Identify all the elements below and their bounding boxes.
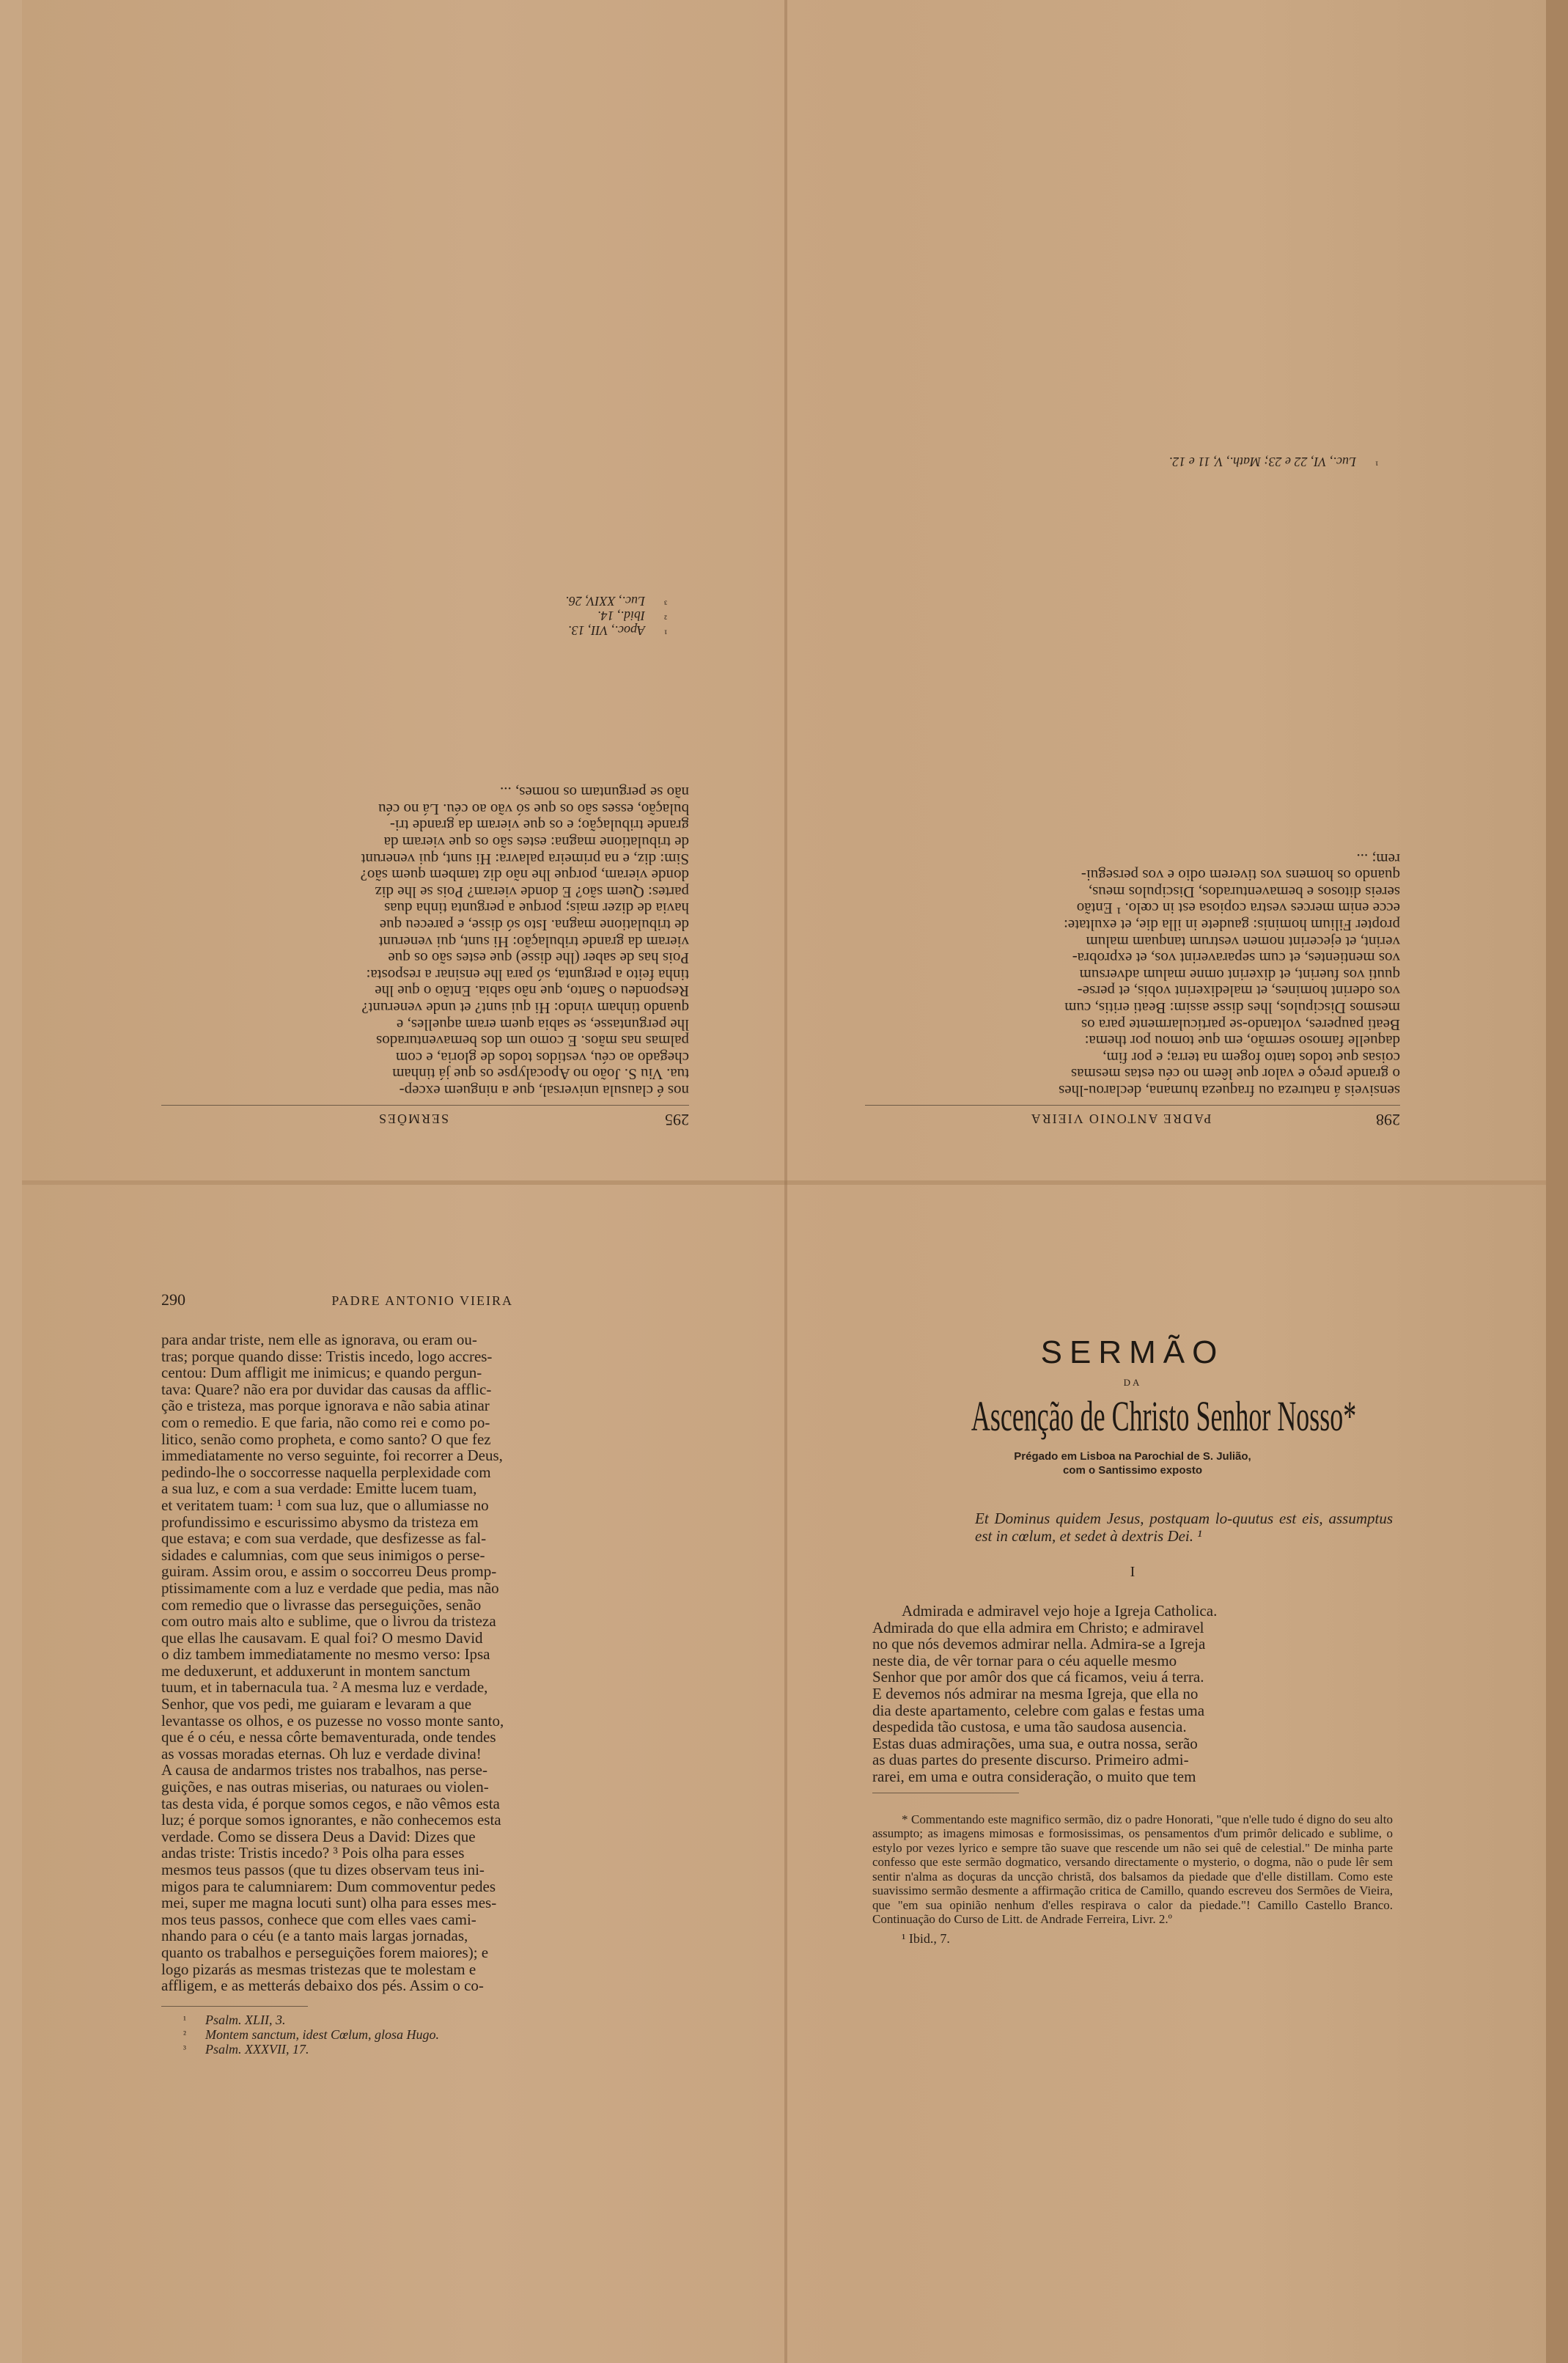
footnote-mark: ¹ bbox=[664, 625, 667, 636]
text-line: vieram da grande tribulação: Hi sunt, qui venerunt bbox=[378, 933, 689, 951]
text-line: tava: Quare? não era por duvidar das causas da afflic- bbox=[161, 1380, 492, 1398]
text-line: as duas partes do presente discurso. Primeiro admi- bbox=[872, 1751, 1189, 1769]
text-line: Beati pauperes, voltando-se particularmente para os bbox=[1081, 1015, 1400, 1034]
running-title: PADRE ANTONIO VIEIRA bbox=[331, 1293, 513, 1308]
text-line: nos é clausula universal, que a ninguem excep- bbox=[399, 1082, 689, 1100]
text-line: Respondeu o Santo, que não sabia. Então o que lhe bbox=[375, 982, 689, 1001]
page-header bbox=[865, 1105, 1400, 1129]
text-line: Senhor, que vos pedi, me guiaram e levaram a que bbox=[161, 1695, 472, 1713]
footnote-text: Psalm. XLII, 3. bbox=[205, 2012, 286, 2027]
text-line: vos oderint homines, et maledixerint vobis, et perse- bbox=[1077, 982, 1400, 1001]
text-line: logo pizarás as mesmas tristezas que te molestam e bbox=[161, 1960, 476, 1978]
text-line: ção e tristeza, mas porque ignorava e não sabia atinar bbox=[161, 1397, 490, 1415]
text-line: com remedio que o livrasse das perseguições, senão bbox=[161, 1595, 482, 1614]
preached-line-2: com o Santissimo exposto bbox=[1062, 1464, 1203, 1477]
text-line: Admirada e admiravel vejo hoje a Igreja Catholica. bbox=[902, 1602, 1218, 1620]
sermon-heading bbox=[872, 1334, 1393, 1477]
text-line: verdade. Como se dissera Deus a David: Dizes que bbox=[161, 1827, 476, 1845]
text-line: chegado ao céu, vestidos todos de gloria, e com bbox=[395, 1048, 689, 1067]
text-line: mos teus passos, conhece que com elles vaes cami- bbox=[161, 1910, 476, 1928]
text-line: tas desta vida, é porque somos cegos, e não vêmos esta bbox=[161, 1794, 500, 1812]
running-title: SERMÕES bbox=[377, 1111, 449, 1126]
text-line: Pois has de saber (lhe disse) que estes são os que bbox=[388, 949, 689, 968]
page-header bbox=[161, 1290, 696, 1314]
text-line: propter Filium hominis: gaudete in illa die, et exultate: bbox=[1064, 916, 1400, 935]
text-line: a sua luz, e com a sua verdade: Emitte lucem tuam, bbox=[161, 1480, 477, 1498]
text-line: tuum, et in tabernacula tua. ² A mesma luz e verdade, bbox=[161, 1678, 488, 1697]
text-line: quando tinham vindo: Hi qui sunt? et unde venerunt? bbox=[361, 999, 689, 1018]
paper-edge bbox=[1546, 0, 1568, 2363]
footnote-text: Luc., XXIV, 26. bbox=[565, 593, 645, 609]
footnote-mark: ² bbox=[183, 2028, 186, 2040]
text-line: litico, senão como propheta, e como santo? O que fez bbox=[161, 1430, 491, 1448]
text-line: Admirada do que ella admira em Christo; e admiravel bbox=[872, 1618, 1204, 1636]
footnote bbox=[161, 2042, 696, 2057]
footnotes bbox=[161, 2013, 696, 2057]
page-header bbox=[161, 1105, 689, 1129]
footnote-text: Apoc., VII, 13. bbox=[568, 622, 645, 638]
text-line: migos para te calumniarem: Dum commoventur pedes bbox=[161, 1877, 496, 1895]
text-line: partes: Quem são? E donde vieram? Pois se lhe diz bbox=[375, 883, 689, 901]
footnotes bbox=[161, 594, 689, 638]
text-line: rem; ... bbox=[1356, 850, 1400, 868]
text-line: palmas nas mãos. E como um dos bemaventurados bbox=[376, 1032, 689, 1051]
top-right-page bbox=[865, 154, 1400, 1129]
text-line: tras; porque quando disse: Tristis incedo, logo accres- bbox=[161, 1347, 493, 1365]
text-line: lhe perguntasse, se sabia quem eram aquelles, e bbox=[396, 1015, 689, 1034]
footnote-ibid: ¹ Ibid., 7. bbox=[902, 1930, 950, 1946]
footnote-mark: ¹ bbox=[183, 2013, 186, 2025]
footnote bbox=[161, 2013, 696, 2027]
text-line: Estas duas admirações, uma sua, e outra nossa, serão bbox=[872, 1734, 1198, 1752]
text-line: ecce enim merces vestra copiosa est in cœlo. ¹ Então bbox=[1076, 900, 1400, 918]
text-line: as vossas moradas eternas. Oh luz e verdade divina! bbox=[161, 1744, 482, 1763]
text-line: E devemos nós admirar na mesma Igreja, que ella no bbox=[872, 1684, 1199, 1702]
text-line: rarei, em uma e outra consideração, o muito que tem bbox=[872, 1767, 1196, 1785]
text-line: centou: Dum affligit me inimicus; e quando pergun- bbox=[161, 1364, 482, 1382]
footnote-mark: ² bbox=[664, 610, 667, 622]
footnote bbox=[161, 2027, 696, 2042]
page-body bbox=[161, 1331, 696, 1994]
text-line: me deduxerunt, et adduxerunt in montem sanctum bbox=[161, 1661, 471, 1680]
text-line: guiram. Assim orou, e assim o soccorreu Deus promp- bbox=[161, 1562, 497, 1581]
sermon-da: DA bbox=[1123, 1377, 1142, 1388]
text-line: que ellas lhe causavam. E qual foi? O mesmo David bbox=[161, 1628, 483, 1647]
footnote-text: Montem sanctum, idest Cœlum, glosa Hugo. bbox=[205, 2026, 439, 2042]
text-line: guições, e nas outras miserias, ou naturaes ou violen- bbox=[161, 1778, 489, 1796]
text-line: de tribulatione magna. Isto só disse, e pareceu que bbox=[379, 916, 689, 935]
text-line: tinha feito a pergunta, só para lhe ensinar a resposta: bbox=[366, 966, 689, 984]
footnote-mark: ¹ bbox=[1375, 457, 1378, 468]
footnote-mark: ³ bbox=[183, 2043, 186, 2054]
text-line: o diz tambem immediatamente no mesmo verso: Ipsa bbox=[161, 1645, 490, 1664]
footnotes bbox=[865, 455, 1400, 469]
text-line: quuti vos fuerint, et dixerint omne malum adversum bbox=[1079, 966, 1400, 984]
epigraph: Et Dominus quidem Jesus, postquam lo-quutus est eis, assumptus est in cœlum, et sedet à dextris Dei. ¹ bbox=[975, 1510, 1393, 1545]
text-line: não se perguntam os nomes, ... bbox=[500, 784, 689, 802]
text-line: sidades e calumnias, com que seus inimigos o perse- bbox=[161, 1546, 485, 1564]
text-line: com o remedio. E que faria, não como rei e como po- bbox=[161, 1413, 490, 1431]
preached-note bbox=[872, 1449, 1393, 1477]
section-number: I bbox=[1130, 1564, 1135, 1580]
running-title: PADRE ANTONIO VIEIRA bbox=[1029, 1111, 1212, 1126]
text-line: mei, super me magna locuti sunt) olha para esses mes- bbox=[161, 1894, 497, 1912]
footnote bbox=[161, 623, 689, 638]
text-line: Senhor que por amôr dos que cá ficamos, veiu á terra. bbox=[872, 1668, 1204, 1686]
text-line: bulação, esses são os que só vão ao céu. Lá no céu bbox=[378, 800, 689, 818]
page-number: 290 bbox=[161, 1290, 185, 1309]
text-line: quanto os trabalhos e perseguições forem maiores); e bbox=[161, 1943, 489, 1961]
text-line: Sim: diz, e na primeira palavra: Hi sunt, qui venerunt bbox=[361, 850, 689, 868]
text-line: daquelle famoso sermão, em que tomou por thema: bbox=[1084, 1032, 1400, 1051]
footnote bbox=[161, 594, 689, 609]
text-line: havia de dizer mais; porque a pergunta tinha duas bbox=[384, 900, 689, 918]
text-line: no que nós devemos admirar nella. Admira-se a Igreja bbox=[872, 1635, 1206, 1653]
text-line: andas triste: Tristis incedo? ³ Pois olha para esses bbox=[161, 1844, 465, 1862]
preached-line-1: Prégado em Lisboa na Parochial de S. Julião, bbox=[1014, 1450, 1251, 1463]
bottom-right-page bbox=[872, 1290, 1393, 2258]
text-line: tua. Viu S. João no Apocalypse os que já tinham bbox=[392, 1065, 689, 1084]
text-line: que estava; e com sua verdade, que desfizesse as fal- bbox=[161, 1529, 487, 1548]
editor-comment: * Commentando este magnifico sermão, diz o padre Honorati, "que n'elle tudo é digno do seu alto assumpto; as imagens mimosas e formosissimas, os pensamentos d'um primôr delicado e sublime, o estylo por vezes lyrico e sempre tão suave que rescende um não sei quê de celestial." De minha parte confesso que este sermão dogmatico, versando directamente o mysterio, o dogma, não o pude lêr sem sentir n'alma as doçuras da uncção christã, dos balsamos da piedade que d'elle distillam. Como este suavissimo sermão desmente a affirmação critica de Camillo, quando escreveu dos Sermões de Vieira, que "em sua opinião nenhum d'elles respirava o calor da piedade."! Camillo Castello Branco. Continuação do Curso de Litt. de Andrade Ferreira, Livr. 2.º bbox=[872, 1812, 1393, 1927]
text-line: luz; é porque somos ignorantes, e não conhecemos esta bbox=[161, 1811, 501, 1829]
text-line: quando os homens vos tiverem odio e vos persegui- bbox=[1081, 867, 1400, 885]
text-line: vos mentientes, et cum separaverint vos, et exprobra- bbox=[1072, 949, 1400, 968]
page-body bbox=[865, 850, 1400, 1099]
footnote bbox=[865, 455, 1400, 469]
text-line: A causa de andarmos tristes nos trabalhos, nas perse- bbox=[161, 1761, 487, 1779]
text-line: neste dia, de vêr tornar para o céu aquelle mesmo bbox=[872, 1651, 1177, 1669]
text-line: o grande preço e valor que lêem no céu estas mesmas bbox=[1071, 1065, 1400, 1084]
text-line: sereis ditosos e bemaventurados, Discipulos meus, bbox=[1088, 883, 1400, 901]
footnote-text: Luc., VI, 22 e 23; Math., V, 11 e 12. bbox=[1168, 455, 1356, 470]
sermon-subtitle: Ascenção de Christo Senhor Nosso* bbox=[971, 1392, 1357, 1440]
bottom-left-page bbox=[161, 1290, 696, 2258]
footnote-rule bbox=[161, 2006, 308, 2007]
text-line: immediatamente no verso seguinte, foi recorrer a Deus, bbox=[161, 1447, 503, 1465]
text-line: de tribulatione magna: estes são os que vieram da bbox=[383, 834, 689, 852]
text-line: grande tribulação; e os que vieram da grande tri- bbox=[389, 817, 689, 835]
text-line: donde vieram, porque lhe não diz tambem quem são? bbox=[360, 867, 689, 885]
page-body bbox=[161, 784, 689, 1099]
footnote-text: Ibid., 14. bbox=[597, 608, 645, 623]
footnote-mark: ³ bbox=[664, 595, 667, 607]
text-line: et veritatem tuam: ¹ com sua luz, que o allumiasse no bbox=[161, 1496, 489, 1514]
text-line: coisas que todos tanto fogem na terra; e por fim, bbox=[1103, 1048, 1400, 1067]
text-line: mesmos Discipulos, lhes disse assim: Beati eritis, cum bbox=[1064, 999, 1400, 1018]
page-number: 295 bbox=[665, 1111, 689, 1129]
text-line: despedida tão custosa, e uma tão saudosa ausencia. bbox=[872, 1718, 1187, 1736]
text-line: affligem, e as metterás debaixo dos pés. Assim o co- bbox=[161, 1977, 484, 1995]
sermon-title: SERMÃO bbox=[1040, 1334, 1225, 1370]
text-line: profundissimo e escurissimo abysmo da tristeza em bbox=[161, 1513, 479, 1531]
text-line: ptissimamente com a luz e verdade que pedia, mas não bbox=[161, 1579, 499, 1597]
text-line: levantasse os olhos, e os puzesse no vosso monte santo, bbox=[161, 1711, 504, 1730]
text-line: para andar triste, nem elle as ignorava, ou eram ou- bbox=[161, 1331, 477, 1348]
page-number: 298 bbox=[1376, 1111, 1400, 1129]
top-left-page bbox=[161, 154, 689, 1129]
vertical-fold bbox=[784, 0, 787, 2363]
sermon-body bbox=[872, 1603, 1393, 1785]
text-line: mesmos teus passos (que tu dizes observam teus ini- bbox=[161, 1861, 485, 1878]
text-line: que é o céu, e nessa côrte bemaventurada, onde tendes bbox=[161, 1728, 496, 1746]
footnote-text: Psalm. XXXVII, 17. bbox=[205, 2041, 309, 2057]
text-line: nhando para o céu (e a tanto mais largas jornadas, bbox=[161, 1927, 468, 1945]
text-line: com outro mais alto e sublime, que o livrou da tristeza bbox=[161, 1612, 496, 1631]
text-line: dia deste apartamento, celebre com galas e festas uma bbox=[872, 1701, 1205, 1719]
text-line: verint, et ejecerint nomen vestrum tanquam malum bbox=[1086, 933, 1400, 951]
text-line: pedindo-lhe o soccorresse naquella perplexidade com bbox=[161, 1463, 491, 1481]
text-line: sensiveis á natureza ou fraqueza humana, declarou-lhes bbox=[1059, 1082, 1400, 1100]
footnote bbox=[161, 609, 689, 623]
